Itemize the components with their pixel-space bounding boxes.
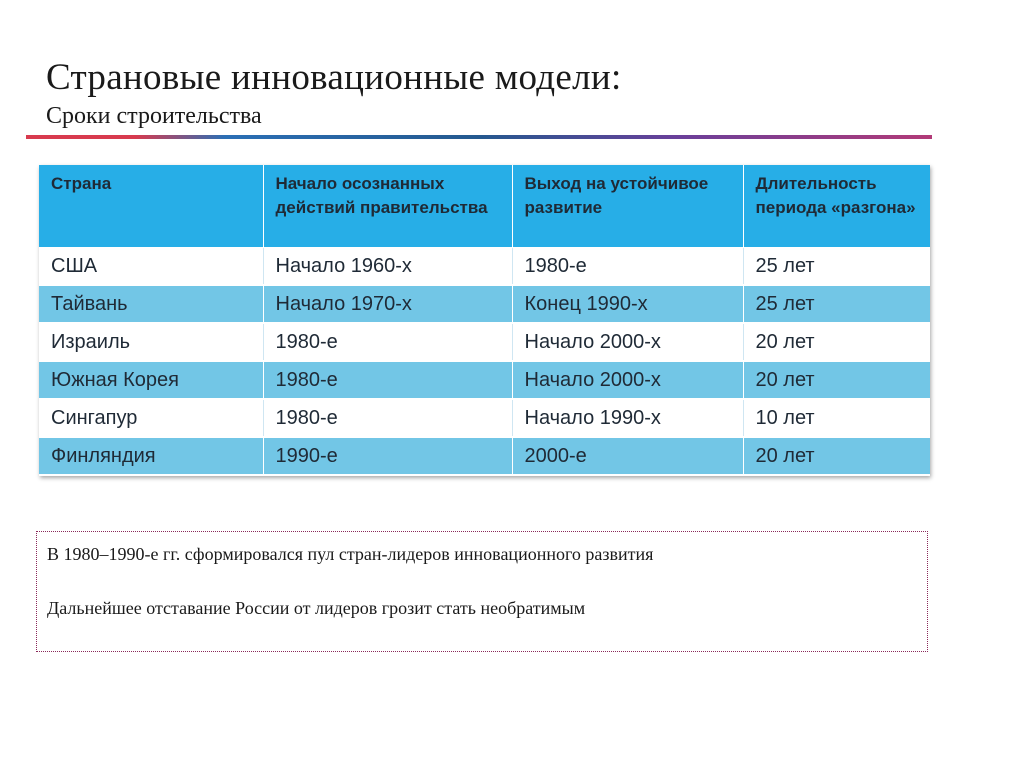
cell-start: 1980-е (263, 323, 512, 361)
table-row (39, 248, 930, 286)
cell-duration: 20 лет (743, 361, 930, 399)
conclusion-line-2: Дальнейшее отставание России от лидеров грозит стать необратимым (47, 598, 586, 618)
cell-sustainable: Начало 1990-х (512, 399, 743, 437)
conclusion-box (36, 531, 928, 652)
header-duration: Длительность периода «разгона» (743, 165, 930, 248)
cell-country: Финляндия (39, 437, 263, 475)
cell-duration: 20 лет (743, 323, 930, 361)
country-models-table (39, 165, 930, 476)
cell-sustainable: Начало 2000-х (512, 323, 743, 361)
cell-sustainable: 1980-е (512, 248, 743, 286)
cell-sustainable: Начало 2000-х (512, 361, 743, 399)
title-divider (26, 135, 932, 139)
cell-country: США (39, 248, 263, 286)
cell-duration: 25 лет (743, 285, 930, 323)
cell-sustainable: Конец 1990-х (512, 285, 743, 323)
cell-country: Сингапур (39, 399, 263, 437)
cell-duration: 10 лет (743, 399, 930, 437)
table-row (39, 285, 930, 323)
page-subtitle: Сроки строительства (46, 103, 262, 129)
table-header-row (39, 165, 930, 248)
page-title: Страновые инновационные модели: (46, 57, 622, 98)
table-row (39, 437, 930, 475)
cell-start: Начало 1970-х (263, 285, 512, 323)
table-row (39, 323, 930, 361)
cell-duration: 25 лет (743, 248, 930, 286)
header-start-actions: Начало осознанных действий правительства (263, 165, 512, 248)
header-country: Страна (39, 165, 263, 248)
header-sustainable: Выход на устойчивое развитие (512, 165, 743, 248)
cell-sustainable: 2000-е (512, 437, 743, 475)
table-row (39, 361, 930, 399)
cell-start: 1980-е (263, 399, 512, 437)
cell-start: 1980-е (263, 361, 512, 399)
conclusion-line-1: В 1980–1990-е гг. сформировался пул стран-лидеров инновационного развития (47, 544, 654, 564)
cell-start: Начало 1960-х (263, 248, 512, 286)
cell-country: Тайвань (39, 285, 263, 323)
cell-duration: 20 лет (743, 437, 930, 475)
cell-start: 1990-е (263, 437, 512, 475)
cell-country: Израиль (39, 323, 263, 361)
cell-country: Южная Корея (39, 361, 263, 399)
table-row (39, 399, 930, 437)
